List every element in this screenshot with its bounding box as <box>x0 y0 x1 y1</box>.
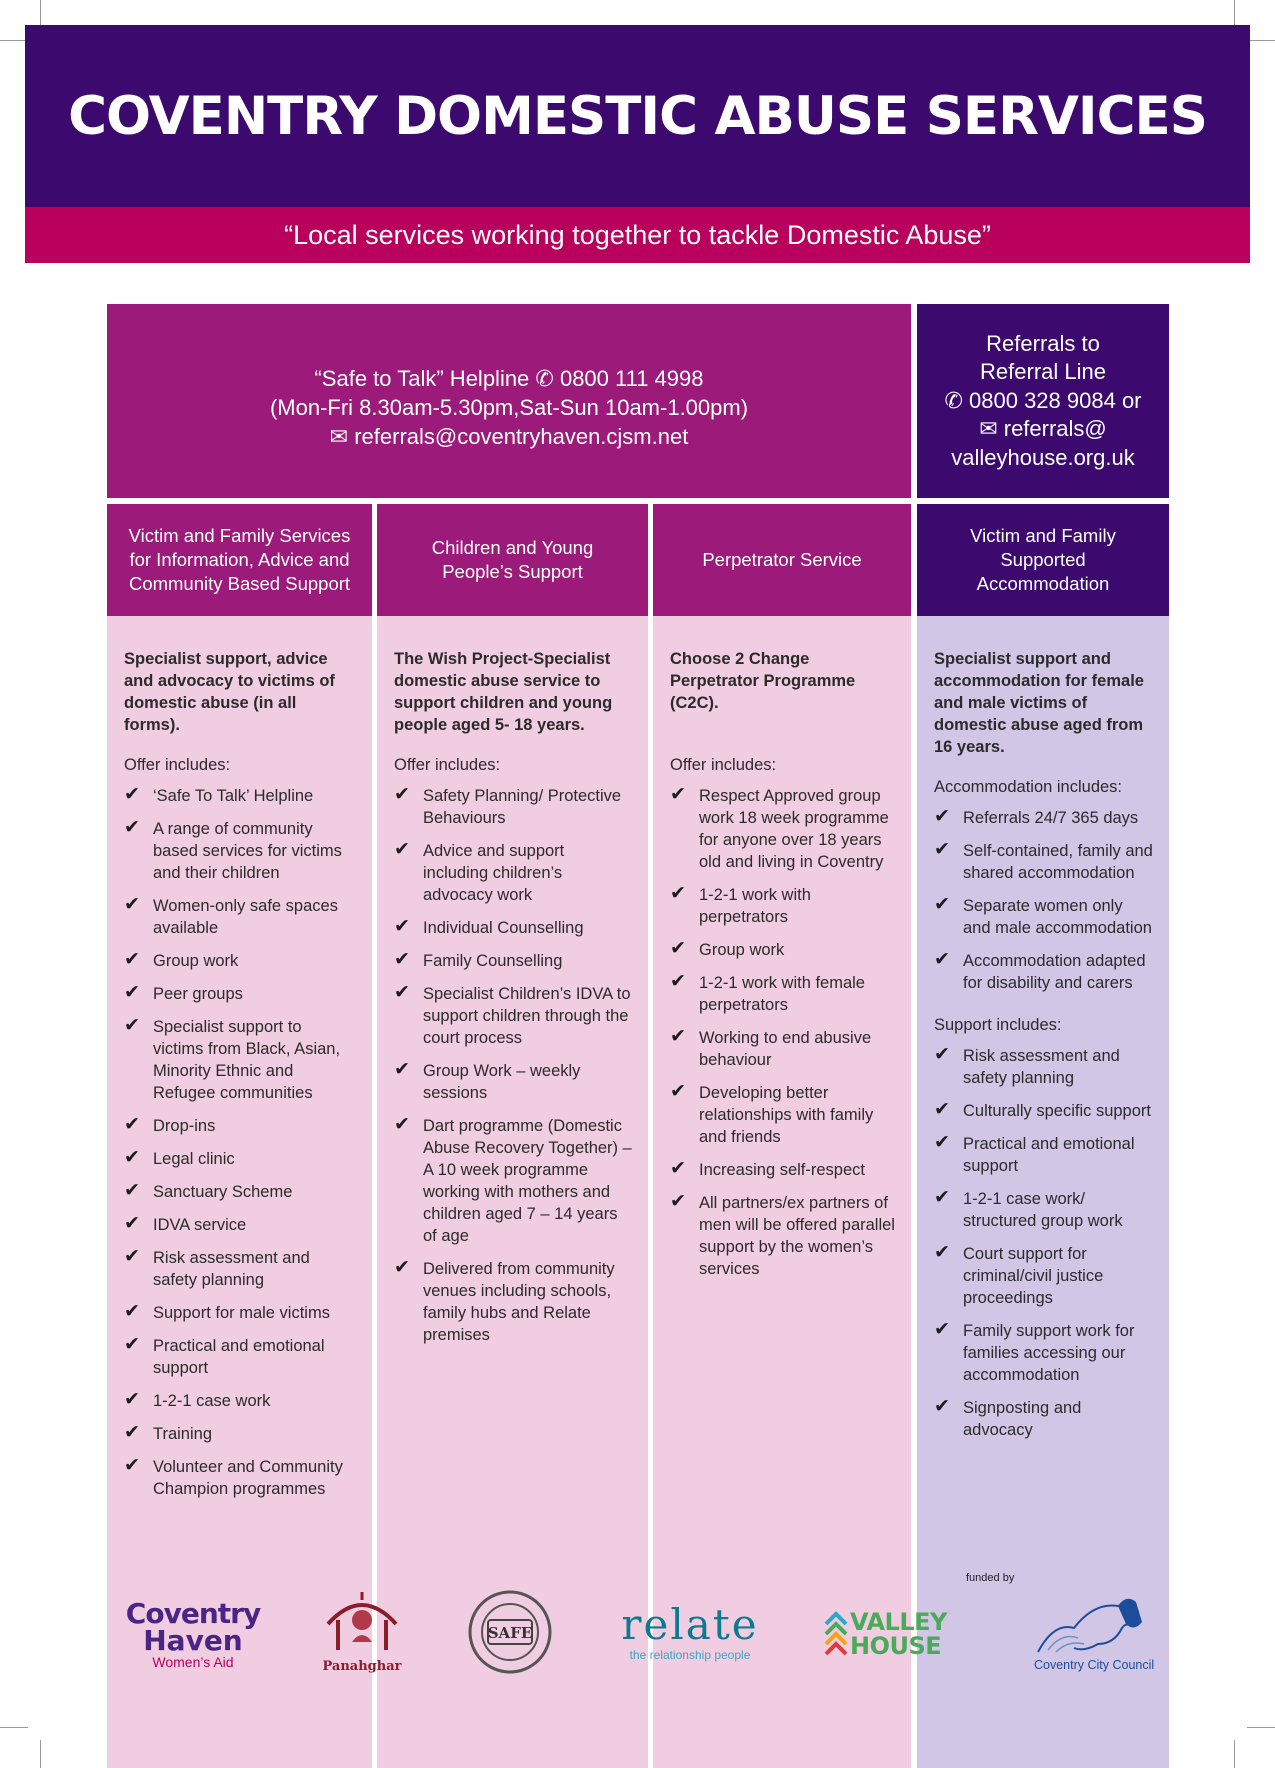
checkmark-icon: ✔ <box>394 1059 410 1080</box>
list-item-text: All partners/ex partners of men will be offered parallel support by the women’s services <box>699 1194 895 1278</box>
checkmark-icon: ✔ <box>934 1396 950 1417</box>
referral-line: Referral Line <box>980 359 1106 385</box>
list-item <box>124 818 356 884</box>
checkmark-icon: ✔ <box>124 784 140 805</box>
list-item <box>934 1320 1153 1386</box>
list-item <box>670 1159 895 1181</box>
checkmark-icon: ✔ <box>124 1213 140 1234</box>
checkmark-icon: ✔ <box>934 806 950 827</box>
list-item <box>124 1456 356 1500</box>
checkmark-icon: ✔ <box>934 894 950 915</box>
checkmark-icon: ✔ <box>124 1422 140 1443</box>
list-item-text: Safety Planning/ Protective Behaviours <box>423 787 622 827</box>
checkmark-icon: ✔ <box>124 894 140 915</box>
list-item <box>124 1214 356 1236</box>
service-description: Specialist support, advice and advocacy to victims of domestic abuse (in all forms). <box>124 650 335 734</box>
checkmark-icon: ✔ <box>934 1044 950 1065</box>
list-item-text: Delivered from community venues including schools, family hubs and Relate premises <box>423 1260 615 1344</box>
logo-text: relate <box>621 1600 759 1649</box>
checkmark-icon: ✔ <box>670 883 686 904</box>
offer-label: Offer includes: <box>394 756 501 774</box>
list-item <box>124 1302 356 1324</box>
helpline-hours: (Mon-Fri 8.30am-5.30pm,Sat-Sun 10am-1.00pm) <box>269 394 749 420</box>
panahghar-logo <box>322 1590 402 1674</box>
list-item <box>124 1423 356 1445</box>
list-item-text: Family Counselling <box>423 952 563 970</box>
list-item <box>124 983 356 1005</box>
list-item-text: Group work <box>153 952 239 970</box>
column-heading-children-young-people <box>377 504 648 616</box>
checkmark-icon: ✔ <box>124 1389 140 1410</box>
list-item-text: IDVA service <box>153 1216 247 1234</box>
logo-text: the relationship people <box>629 1648 751 1662</box>
list-item <box>124 1148 356 1170</box>
checkmark-icon: ✔ <box>670 784 686 805</box>
offer-list <box>670 785 895 1280</box>
list-item-text: A range of community based services for victims and their children <box>153 820 342 882</box>
offer-list <box>394 785 632 1346</box>
title-banner <box>25 25 1250 207</box>
list-item-text: Court support for criminal/civil justice proceedings <box>963 1245 1104 1307</box>
crop-mark <box>1247 40 1275 41</box>
checkmark-icon: ✔ <box>124 1114 140 1135</box>
checkmark-icon: ✔ <box>394 982 410 1003</box>
relate-logo <box>620 1600 760 1662</box>
service-description: Choose 2 Change Perpetrator Programme (C2C). <box>670 650 856 712</box>
list-item-text: Group Work – weekly sessions <box>423 1062 581 1102</box>
list-item-text: Culturally specific support <box>963 1102 1151 1120</box>
logo-text-line: HOUSE <box>850 1632 942 1660</box>
list-item-text: Risk assessment and safety planning <box>153 1249 310 1289</box>
checkmark-icon: ✔ <box>124 1246 140 1267</box>
list-item <box>124 1335 356 1379</box>
list-item <box>670 1027 895 1071</box>
offer-label: Accommodation includes: <box>934 778 1123 796</box>
list-item <box>394 785 632 829</box>
list-item-text: Family support work for families accessing our accommodation <box>963 1322 1135 1384</box>
list-item-text: Respect Approved group work 18 week programme for anyone over 18 years old and living in Coventry <box>699 787 889 871</box>
checkmark-icon: ✔ <box>934 949 950 970</box>
list-item-text: Practical and emotional support <box>153 1337 325 1377</box>
list-item-text: Signposting and advocacy <box>963 1399 1082 1439</box>
list-item-text: Support for male victims <box>153 1304 330 1322</box>
checkmark-icon: ✔ <box>670 1158 686 1179</box>
list-item <box>394 1258 632 1346</box>
referral-email: ✉ referrals@ <box>979 416 1107 442</box>
heading-line: Children and Young <box>431 537 594 558</box>
list-item-text: Peer groups <box>153 985 243 1003</box>
coventry-haven-logo <box>118 1597 268 1670</box>
list-item-text: Volunteer and Community Champion programmes <box>153 1458 343 1498</box>
list-item <box>394 950 632 972</box>
list-item-text: Increasing self-respect <box>699 1161 865 1179</box>
checkmark-icon: ✔ <box>394 949 410 970</box>
logo-text <box>850 1610 947 1658</box>
tagline-banner <box>25 207 1250 263</box>
list-item <box>934 1188 1153 1232</box>
list-item-text: Separate women only and male accommodation <box>963 897 1152 937</box>
list-item <box>934 1045 1153 1089</box>
heading-line: Community Based Support <box>128 573 351 594</box>
offer-label: Offer includes: <box>124 756 231 774</box>
logo-text: Women’s Aid <box>152 1654 234 1670</box>
list-item-text: Women-only safe spaces available <box>153 897 338 937</box>
list-item <box>124 895 356 939</box>
safe-partnership-seal <box>468 1590 552 1674</box>
list-item-text: Risk assessment and safety planning <box>963 1047 1120 1087</box>
service-description: The Wish Project-Specialist domestic abuse service to support children and young people aged 5- 18 years. <box>394 650 613 734</box>
list-item-text: Referrals 24/7 365 days <box>963 809 1139 827</box>
list-item-text: Sanctuary Scheme <box>153 1183 293 1201</box>
list-item <box>124 1247 356 1291</box>
crop-mark <box>1247 1727 1275 1728</box>
referral-panel <box>917 304 1169 498</box>
checkmark-icon: ✔ <box>934 1242 950 1263</box>
list-item <box>670 972 895 1016</box>
crop-mark <box>1234 0 1235 28</box>
checkmark-icon: ✔ <box>124 1455 140 1476</box>
checkmark-icon: ✔ <box>394 839 410 860</box>
checkmark-icon: ✔ <box>934 1187 950 1208</box>
checkmark-icon: ✔ <box>394 916 410 937</box>
logo-text: Coventry <box>125 1597 261 1630</box>
list-item-text: Specialist Children’s IDVA to support children through the court process <box>423 985 631 1047</box>
list-item <box>934 807 1153 829</box>
funded-by-label: funded by <box>966 1572 1015 1584</box>
heading-line: Perpetrator Service <box>702 549 862 570</box>
list-item <box>394 1115 632 1247</box>
list-item-text: Training <box>153 1425 212 1443</box>
checkmark-icon: ✔ <box>670 938 686 959</box>
checkmark-icon: ✔ <box>124 1334 140 1355</box>
list-item-text: Group work <box>699 941 785 959</box>
list-item <box>934 1100 1153 1122</box>
heading-line: Accommodation <box>976 573 1110 594</box>
logo-text-line: VALLEY <box>850 1608 947 1636</box>
referral-line: Referrals to <box>986 330 1100 356</box>
checkmark-icon: ✔ <box>394 1114 410 1135</box>
list-item <box>394 983 632 1049</box>
checkmark-icon: ✔ <box>934 1099 950 1120</box>
service-description: Specialist support and accommodation for female and male victims of domestic abuse aged from 16 years. <box>934 650 1144 756</box>
checkmark-icon: ✔ <box>394 784 410 805</box>
partner-logos <box>100 1560 1180 1680</box>
list-item-text: Accommodation adapted for disability and carers <box>963 952 1146 992</box>
offer-label: Offer includes: <box>670 756 777 774</box>
list-item <box>394 917 632 939</box>
list-item <box>124 1390 356 1412</box>
list-item-text: 1-2-1 work with female perpetrators <box>699 974 865 1014</box>
heading-line: People’s Support <box>442 561 583 582</box>
list-item <box>934 895 1153 939</box>
list-item-text: Practical and emotional support <box>963 1135 1135 1175</box>
heading-line: Supported <box>1000 549 1086 570</box>
house-icon <box>322 1590 402 1652</box>
column-heading-victim-family-services <box>107 504 372 616</box>
list-item <box>124 1115 356 1137</box>
checkmark-icon: ✔ <box>124 1147 140 1168</box>
list-item <box>670 884 895 928</box>
checkmark-icon: ✔ <box>934 839 950 860</box>
list-item <box>670 785 895 873</box>
referral-phone: ✆ 0800 328 9084 or <box>944 387 1142 413</box>
checkmark-icon: ✔ <box>670 1191 686 1212</box>
list-item-text: Advice and support including children’s advocacy work <box>423 842 565 904</box>
logo-text: Coventry City Council <box>1034 1658 1155 1672</box>
accommodation-list <box>934 807 1153 994</box>
list-item <box>124 950 356 972</box>
support-label: Support includes: <box>934 1016 1062 1034</box>
column-heading-supported-accommodation <box>917 504 1169 616</box>
elephant-horse-icon <box>1034 1592 1144 1658</box>
column-heading-perpetrator-service <box>653 504 911 616</box>
checkmark-icon: ✔ <box>394 1257 410 1278</box>
tagline: “Local services working together to tackle Domestic Abuse” <box>284 219 991 250</box>
list-item <box>124 1181 356 1203</box>
list-item <box>124 1016 356 1104</box>
heading-line: Victim and Family <box>970 525 1116 546</box>
logo-text: SAFE <box>487 1624 533 1642</box>
list-item-text: Working to end abusive behaviour <box>699 1029 872 1069</box>
list-item-text: Dart programme (Domestic Abuse Recovery Together) – A 10 week programme working with mothers and children aged 7 – 14 years of age <box>423 1117 632 1245</box>
chevrons-icon <box>824 1610 850 1660</box>
helpline-panel <box>107 304 911 498</box>
helpline-email: ✉ referrals@coventryhaven.cjsm.net <box>329 423 689 449</box>
checkmark-icon: ✔ <box>934 1132 950 1153</box>
crop-mark <box>40 1740 41 1768</box>
list-item <box>934 840 1153 884</box>
list-item-text: Drop-ins <box>153 1117 216 1135</box>
checkmark-icon: ✔ <box>124 982 140 1003</box>
logo-text: Panahghar <box>322 1659 402 1674</box>
checkmark-icon: ✔ <box>124 1015 140 1036</box>
checkmark-icon: ✔ <box>670 1081 686 1102</box>
seal-icon <box>468 1590 552 1674</box>
checkmark-icon: ✔ <box>670 971 686 992</box>
list-item <box>934 1243 1153 1309</box>
heading-line: Victim and Family Services <box>128 525 351 546</box>
checkmark-icon: ✔ <box>124 817 140 838</box>
checkmark-icon: ✔ <box>124 949 140 970</box>
list-item-text: Legal clinic <box>153 1150 235 1168</box>
helpline-phone: “Safe to Talk” Helpline ✆ 0800 111 4998 <box>314 365 704 391</box>
list-item <box>394 840 632 906</box>
offer-list <box>124 785 356 1500</box>
support-list <box>934 1045 1153 1441</box>
crop-mark <box>1234 1740 1235 1768</box>
list-item <box>934 950 1153 994</box>
list-item <box>934 1397 1153 1441</box>
list-item <box>394 1060 632 1104</box>
list-item <box>670 1082 895 1148</box>
checkmark-icon: ✔ <box>124 1301 140 1322</box>
crop-mark <box>0 40 28 41</box>
referral-email-domain: valleyhouse.org.uk <box>951 444 1135 470</box>
list-item-text: ‘Safe To Talk’ Helpline <box>153 787 314 805</box>
list-item-text: Specialist support to victims from Black, Asian, Minority Ethnic and Refugee communities <box>153 1018 341 1102</box>
heading-line: for Information, Advice and <box>129 549 350 570</box>
page-title: COVENTRY DOMESTIC ABUSE SERVICES <box>68 85 1207 147</box>
list-item-text: 1-2-1 case work/ structured group work <box>963 1190 1123 1230</box>
list-item <box>124 785 356 807</box>
checkmark-icon: ✔ <box>670 1026 686 1047</box>
list-item <box>934 1133 1153 1177</box>
list-item-text: Self-contained, family and shared accommodation <box>963 842 1153 882</box>
list-item-text: Developing better relationships with family and friends <box>699 1084 874 1146</box>
list-item <box>670 1192 895 1280</box>
list-item-text: 1-2-1 case work <box>153 1392 271 1410</box>
crop-mark <box>0 1727 28 1728</box>
checkmark-icon: ✔ <box>124 1180 140 1201</box>
coventry-city-council-logo <box>1030 1590 1160 1680</box>
logo-text: Haven <box>143 1624 243 1657</box>
list-item-text: 1-2-1 work with perpetrators <box>699 886 811 926</box>
crop-mark <box>40 0 41 28</box>
list-item-text: Individual Counselling <box>423 919 584 937</box>
list-item <box>670 939 895 961</box>
valley-house-logo <box>824 1610 964 1666</box>
checkmark-icon: ✔ <box>934 1319 950 1340</box>
